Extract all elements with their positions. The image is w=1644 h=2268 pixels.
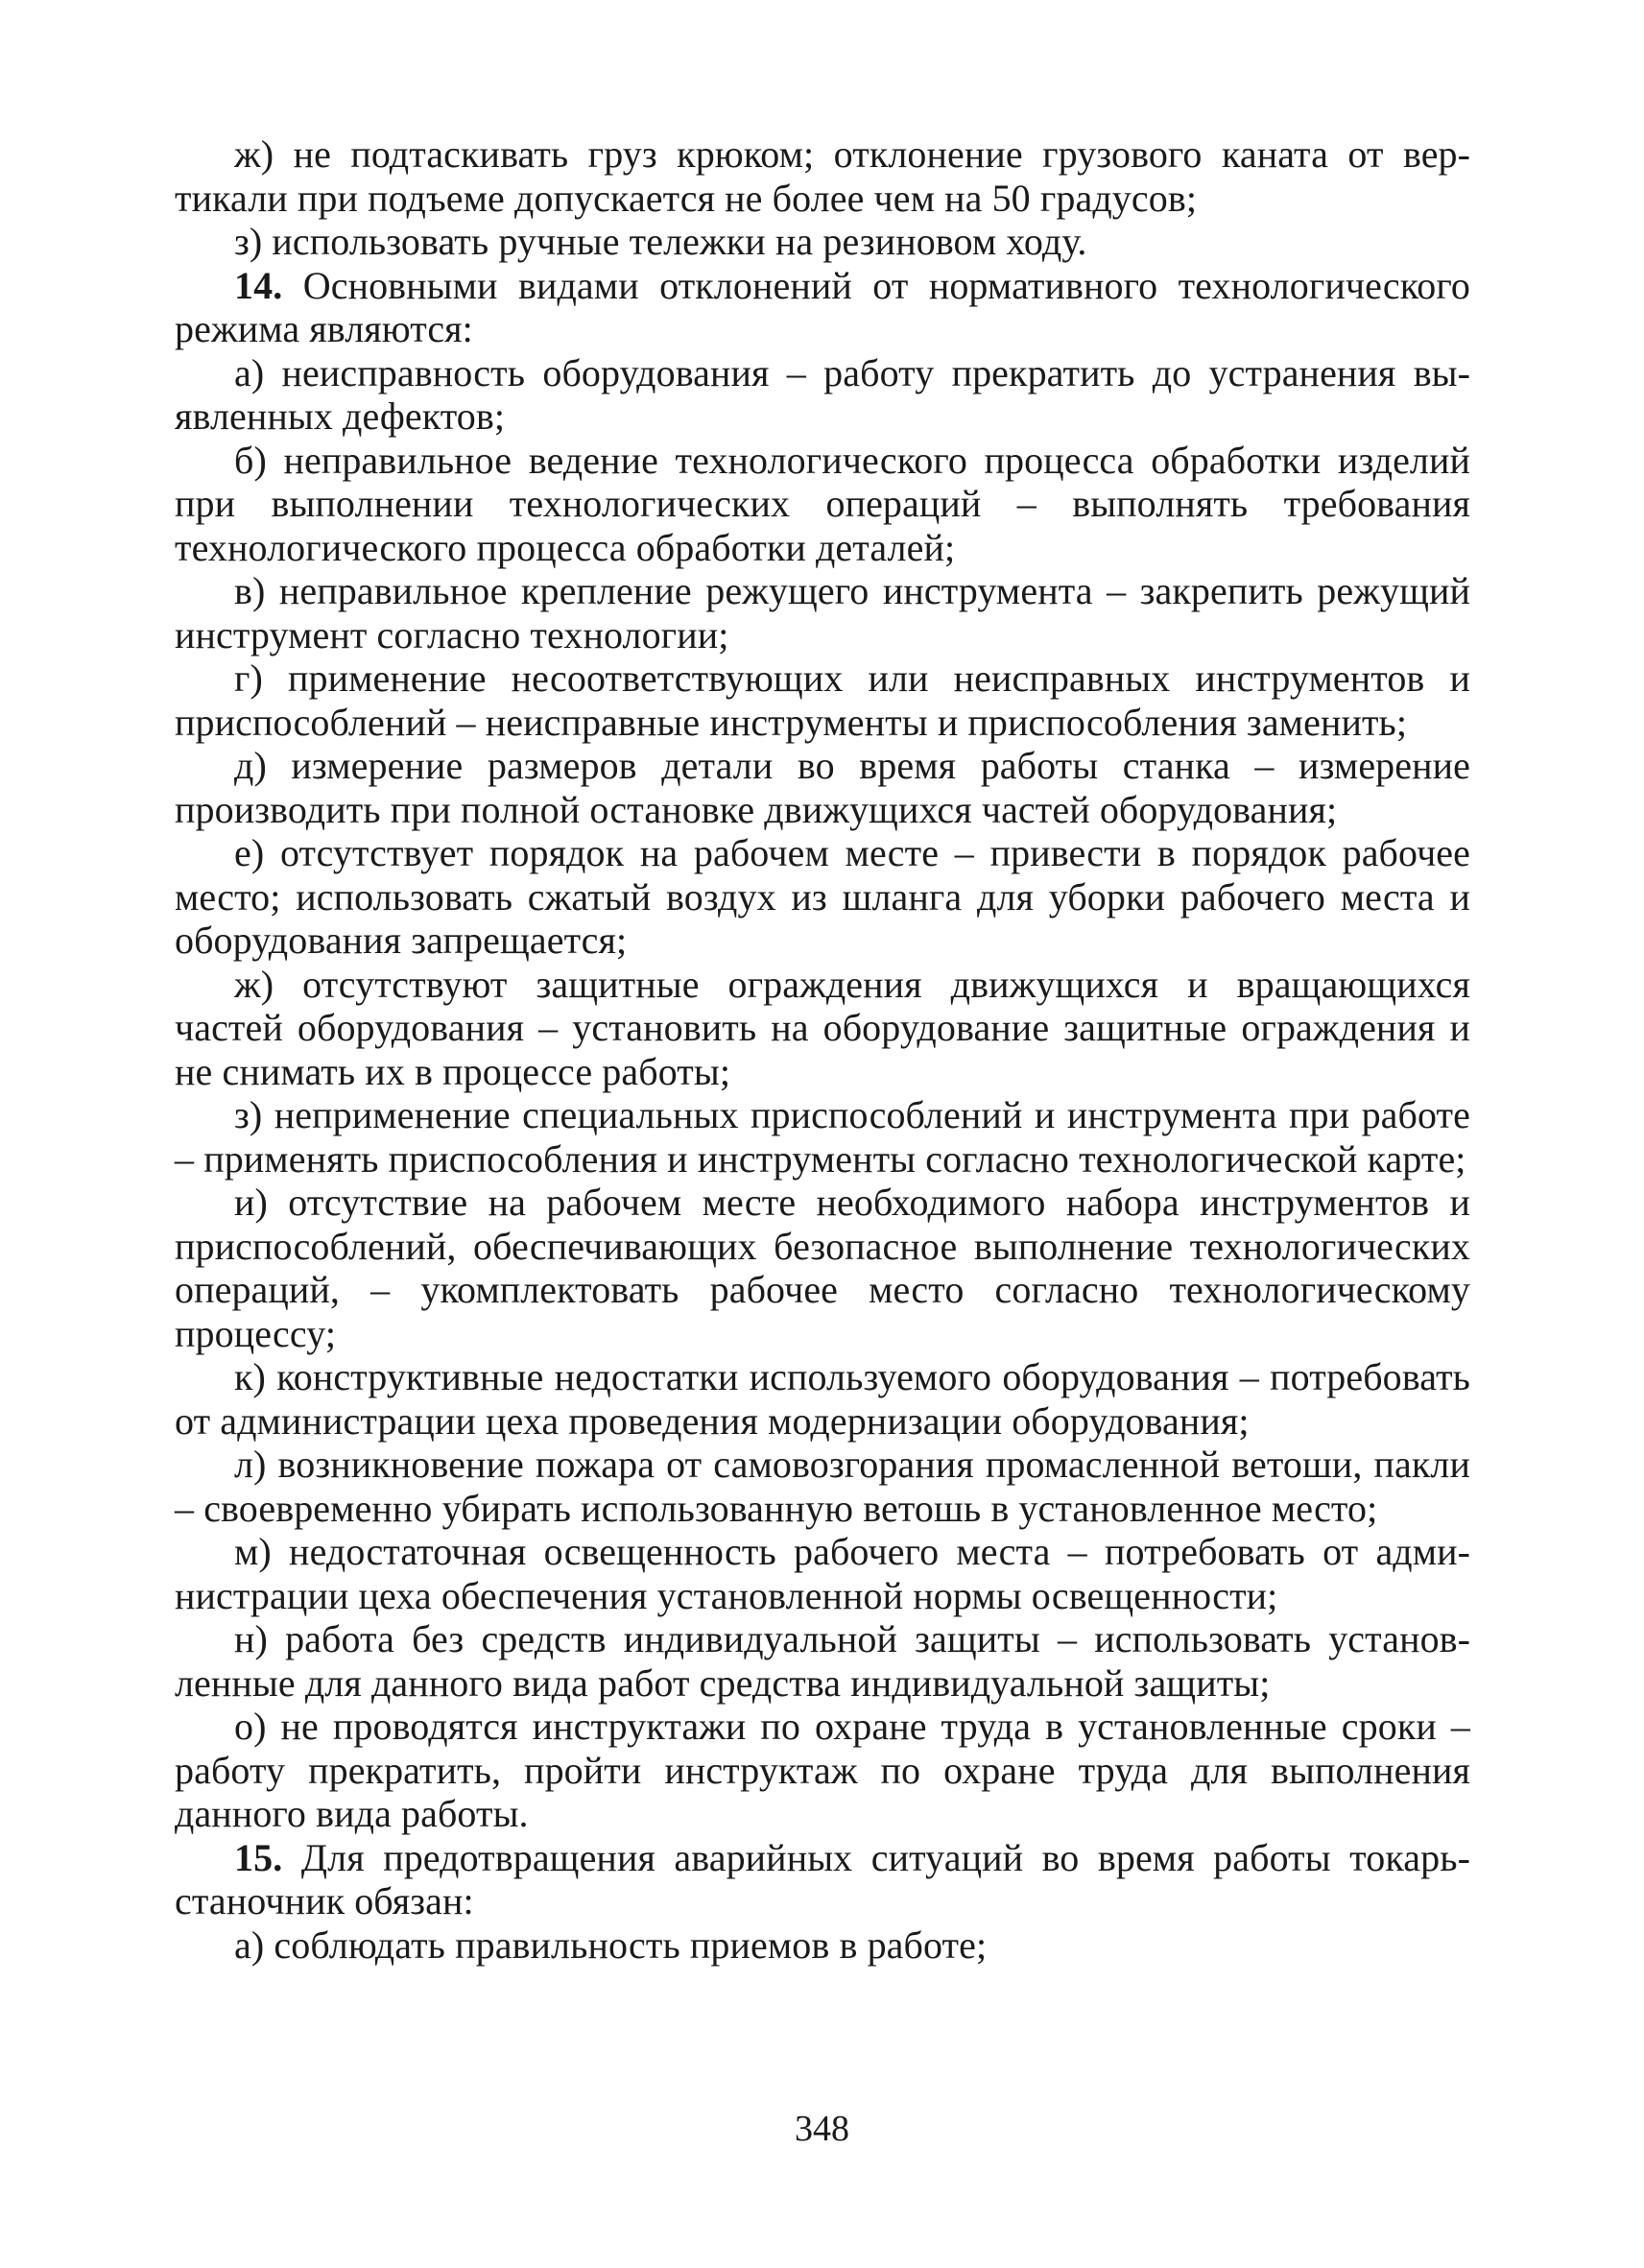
paragraph-z-fixtures: з) неприменение специальных приспособлений и инструмента при работе – применять приспособления и инструменты согласно технологической карте; bbox=[175, 1093, 1470, 1181]
paragraph-zh-hook: ж) не подтаскивать груз крюком; отклонение грузового каната от вертикали при подъеме допускается не более чем на 50 градусов; bbox=[175, 132, 1470, 220]
page-number: 348 bbox=[795, 2109, 849, 2149]
paragraph-zh-guards: ж) отсутствуют защитные ограждения движущихся и вращающихся частей оборудования – установить на оборудование защитные ограждения и не снимать их в процессе работы; bbox=[175, 962, 1470, 1093]
document-body bbox=[175, 132, 1470, 1967]
paragraph-a-equipment: а) неисправность оборудования – работу прекратить до устранения выявленных дефектов; bbox=[175, 350, 1470, 438]
paragraph-k-design-flaws: к) конструктивные недостатки используемого оборудования – потребовать от администрации цеха проведения модернизации оборудования; bbox=[175, 1355, 1470, 1443]
paragraph-i-tool-set: и) отсутствие на рабочем месте необходимого набора инструментов и приспособлений, обеспечивающих безопасное выполнение технологических операций, – укомплектовать рабочее место согласно технологическому процессу; bbox=[175, 1181, 1470, 1355]
paragraph-v-tool-mounting: в) неправильное крепление режущего инструмента – закрепить режущий инструмент согласно технологии; bbox=[175, 569, 1470, 657]
paragraph-b-process: б) неправильное ведение технологического процесса обработки изделий при выполнении технологических операций – выполнять требования технологического процесса обработки деталей; bbox=[175, 438, 1470, 569]
paragraph-n-ppe: н) работа без средств индивидуальной защиты – использовать установленные для данного вида работ средства индивидуальной защиты; bbox=[175, 1617, 1470, 1705]
paragraph-e-order: е) отсутствует порядок на рабочем месте – привести в порядок рабочее место; использовать сжатый воздух из шланга для уборки рабочего места и оборудования запрещается; bbox=[175, 831, 1470, 962]
paragraph-z-trolleys: з) использовать ручные тележки на резиновом ходу. bbox=[234, 220, 1087, 263]
paragraph-14-deviations: 14. Основными видами отклонений от нормативного технологического режима являются: bbox=[175, 263, 1470, 350]
paragraph-a-techniques: а) соблюдать правильность приемов в работе; bbox=[234, 1922, 988, 1967]
paragraph-l-fire: л) возникновение пожара от самовозгорания промасленной ветоши, пакли – своевременно убирать использованную ветошь в установленное место; bbox=[175, 1443, 1470, 1530]
paragraph-m-lighting: м) недостаточная освещенность рабочего места – потребовать от администрации цеха обеспечения установленной нормы освещенности; bbox=[175, 1530, 1470, 1617]
paragraph-d-measurement: д) измерение размеров детали во время работы станка – измерение производить при полной остановке движущихся частей оборудования; bbox=[175, 744, 1470, 831]
paragraph-15-emergency: 15. Для предотвращения аварийных ситуаций во время работы токарь-станочник обязан: bbox=[175, 1835, 1470, 1922]
paragraph-g-tools: г) применение несоответствующих или неисправных инструментов и приспособлений – неисправные инструменты и приспособления заменить; bbox=[175, 657, 1470, 744]
paragraph-o-briefings: о) не проводятся инструктажи по охране труда в установленные сроки – работу прекратить, пройти инструктаж по охране труда для выполнения данного вида работы. bbox=[175, 1705, 1470, 1835]
